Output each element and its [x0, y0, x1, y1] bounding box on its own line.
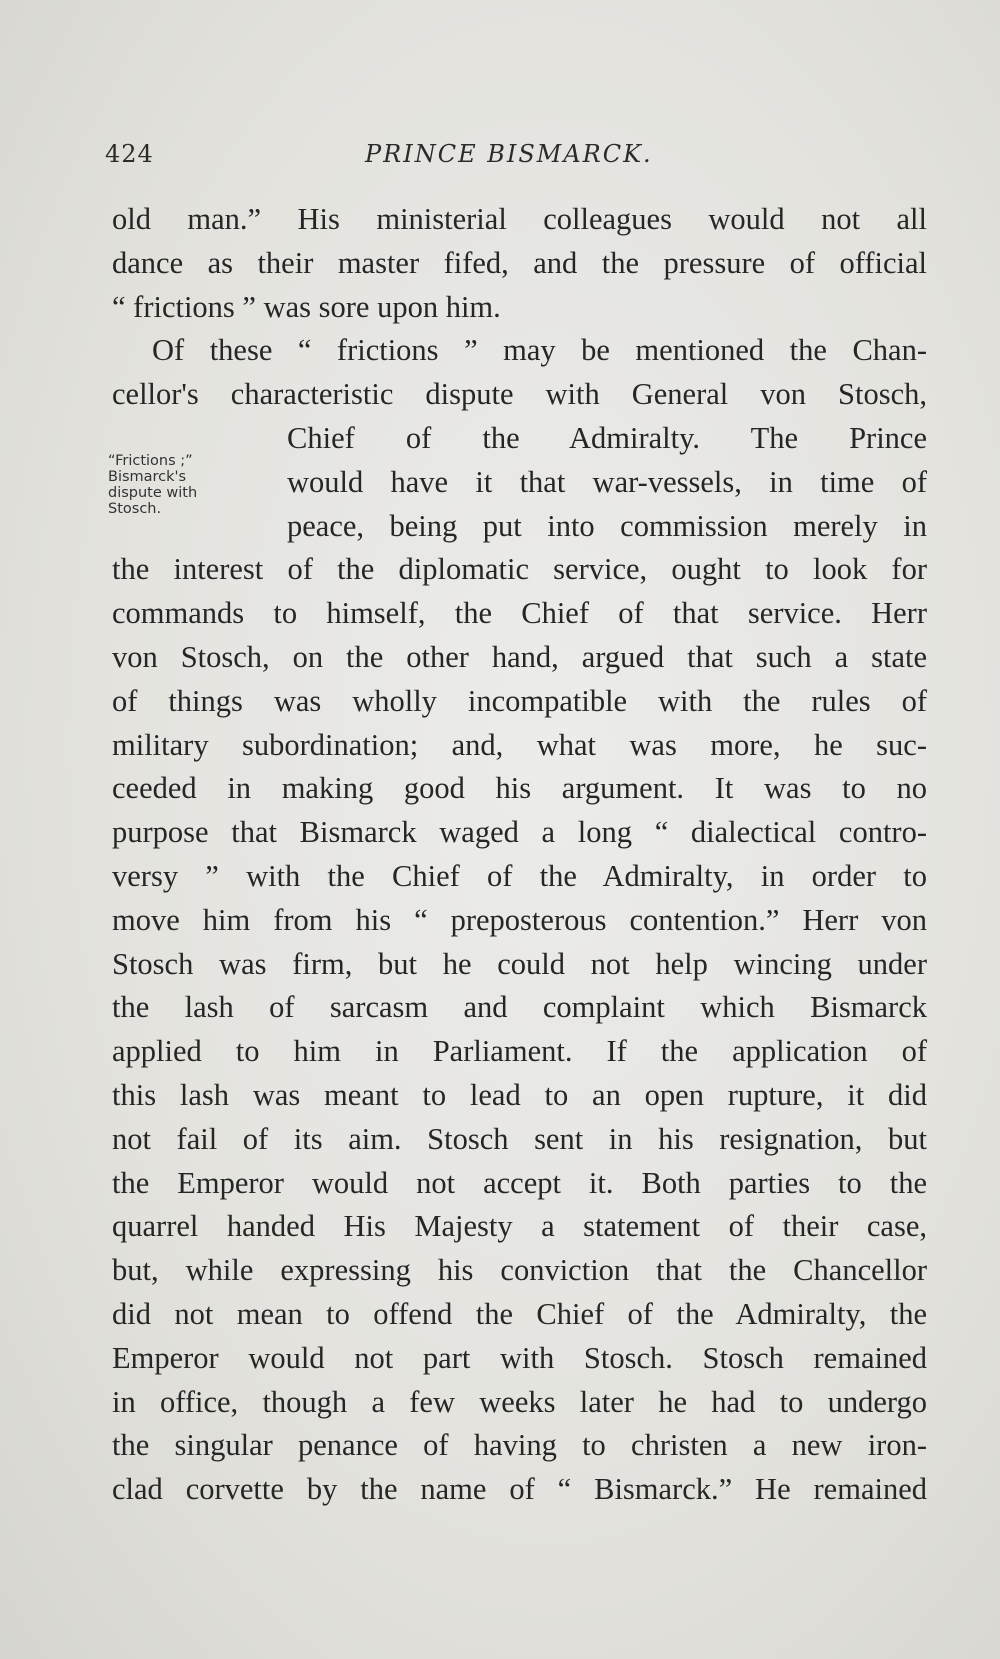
text-line: clad corvette by the name of “ Bismarck.” He remained [112, 1472, 927, 1507]
text-line: would have it that war-vessels, in time of [287, 464, 927, 499]
text-line: von Stosch, on the other hand, argued that such a state [112, 639, 927, 674]
text-line: Emperor would not part with Stosch. Stosch remained [112, 1340, 927, 1375]
text-line: of things was wholly incompatible with the rules of [112, 683, 927, 718]
text-line: dance as their master fifed, and the pressure of official [112, 245, 927, 280]
text-line: commands to himself, the Chief of that service. Herr [112, 596, 927, 631]
page-header [105, 140, 885, 180]
text-line: not fail of its aim. Stosch sent in his resignation, but [112, 1121, 927, 1156]
text-line: Chief of the Admiralty. The Prince [287, 420, 927, 455]
text-line: military subordination; and, what was more, he suc- [112, 727, 927, 762]
text-line: this lash was meant to lead to an open rupture, it did [112, 1077, 927, 1112]
text-line: the singular penance of having to christen a new iron- [112, 1428, 927, 1463]
text-line: did not mean to offend the Chief of the Admiralty, the [112, 1296, 927, 1331]
text-line: the Emperor would not accept it. Both parties to the [112, 1165, 927, 1200]
text-line: versy ” with the Chief of the Admiralty, in order to [112, 858, 927, 893]
sidenote-block [108, 417, 927, 548]
margin-note-line: “Frictions ;” [108, 452, 193, 469]
text-line: Stosch was firm, but he could not help wincing under [112, 946, 927, 981]
text-line: ceeded in making good his argument. It was to no [112, 771, 927, 806]
body-text [108, 198, 927, 1512]
text-line: “ frictions ” was sore upon him. [112, 289, 501, 324]
page-number: 424 [105, 140, 154, 168]
text-line: in office, though a few weeks later he had to undergo [112, 1384, 927, 1419]
text-line: purpose that Bismarck waged a long “ dialectical contro- [112, 815, 927, 850]
text-line: peace, being put into commission merely in [287, 508, 927, 543]
margin-note-line: Bismarck's [108, 468, 187, 485]
margin-note-line: dispute with [108, 484, 198, 501]
margin-note-line: Stosch. [108, 500, 162, 517]
text-line: move him from his “ preposterous contention.” Herr von [112, 902, 927, 937]
text-line: the lash of sarcasm and complaint which Bismarck [112, 990, 927, 1025]
text-line: but, while expressing his conviction that the Chancellor [112, 1253, 927, 1288]
text-line: quarrel handed His Majesty a statement of their case, [112, 1209, 927, 1244]
running-title: PRINCE BISMARCK. [365, 140, 653, 168]
text-line: the interest of the diplomatic service, ought to look for [112, 552, 927, 587]
text-line: old man.” His ministerial colleagues would not all [112, 202, 927, 236]
text-line: cellor's characteristic dispute with General von Stosch, [112, 377, 927, 412]
text-line: Of these “ frictions ” may be mentioned the Chan- [152, 333, 927, 368]
wrapped-lines [287, 417, 927, 548]
text-line: applied to him in Parliament. If the application of [112, 1034, 927, 1069]
margin-note [108, 453, 248, 517]
